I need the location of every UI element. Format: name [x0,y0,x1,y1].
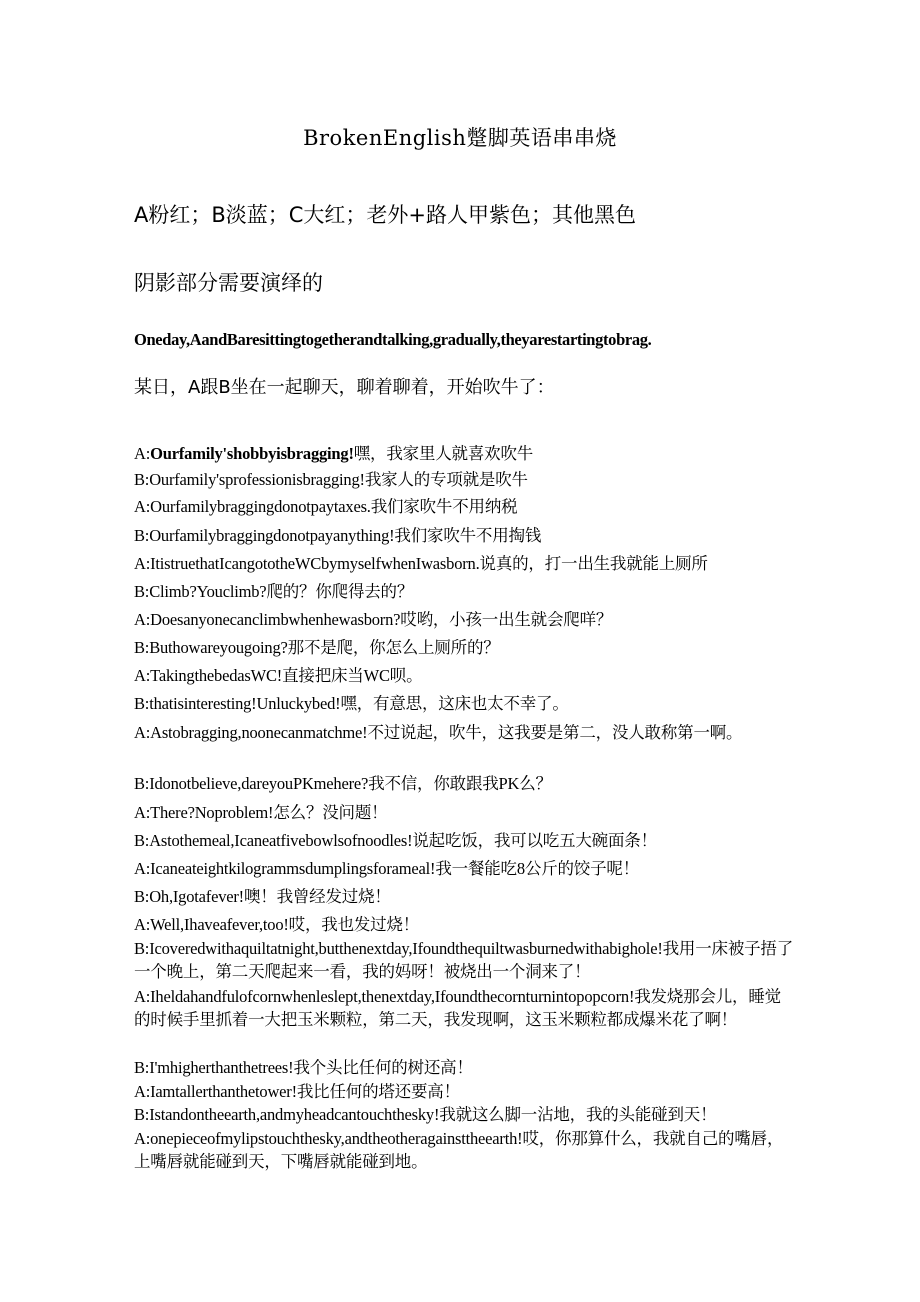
dialogue-line: A:ItistruethatIcangototheWCbymyselfwhenIwasborn.说真的，打一出生我就能上厕所 [134,554,708,573]
dialogue-line: B:I'mhigherthanthetrees!我个头比任何的树还高！ [134,1058,473,1077]
document-title: BrokenEnglish蹩脚英语串串烧 [303,126,617,150]
dialogue-line: A:Doesanyonecanclimbwhenhewasborn?哎哟，小孩一出生就会爬咩？ [134,610,613,629]
dialogue-line: A:Astobragging,noonecanmatchme!不过说起，吹牛，这我要是第二，没人敢称第一啊。 [134,723,743,742]
dialogue-line: B:Icoveredwithaquiltatnight,butthenextday,Ifoundthequiltwasburnedwithabighole!我用一床被子捂了一个晚上，第二天爬起来一看，我的妈呀！被烧出一个洞来了！ [134,939,794,981]
dialogue-line: B:Oh,Igotafever!噢！我曾经发过烧！ [134,887,391,906]
dialogue-line: B:Climb?Youclimb?爬的？你爬得去的？ [134,582,414,601]
role-color-legend: A粉红；B淡蓝；C大红；老外+路人甲紫色；其他黑色 [134,203,637,227]
dialogue-line: B:Ourfamily'sprofessionisbragging!我家人的专项就是吹牛 [134,470,528,489]
dialogue-line: A:TakingthebedasWC!直接把床当WC呗。 [134,666,423,685]
dialogue-line: A:Iamtallerthanthetower!我比任何的塔还要高！ [134,1082,460,1101]
dialogue-line: B:Ourfamilybraggingdonotpayanything!我们家吹牛不用掏钱 [134,526,542,545]
dialogue-line: A:Ourfamily'shobbyisbragging!嘿，我家里人就喜欢吹牛 [134,444,534,463]
dialogue-line: A:onepieceofmylipstouchthesky,andtheotheragainsttheearth!哎，你那算什么，我就自己的嘴唇，上嘴唇就能碰到天，下嘴唇就能碰到地。 [134,1129,784,1171]
dialogue-line: A:Ourfamilybraggingdonotpaytaxes.我们家吹牛不用纳税 [134,497,518,516]
dialogue-line: A:There?Noproblem!怎么？没问题！ [134,803,388,822]
dialogue-line: B:Buthowareyougoing?那不是爬，你怎么上厕所的？ [134,638,500,657]
dialogue-line: A:Iheldahandfulofcornwhenleslept,thenextday,Ifoundthecornturnintopopcorn!我发烧那会儿，睡觉的时候手里抓着一大把玉米颗粒，第二天，我发现啊，这玉米颗粒都成爆米花了啊！ [134,987,781,1029]
dialogue-line: B:Astothemeal,Icaneatfivebowlsofnoodles!说起吃饭，我可以吃五大碗面条！ [134,831,657,850]
dialogue-line: B:Istandontheearth,andmyheadcantouchthesky!我就这么脚一沾地，我的头能碰到天！ [134,1105,717,1124]
intro-chinese: 某日，A跟B坐在一起聊天，聊着聊着，开始吹牛了： [134,377,555,398]
dialogue-line: B:Idonotbelieve,dareyouPKmehere?我不信，你敢跟我PK么？ [134,774,552,793]
intro-english: Oneday,AandBaresittingtogetherandtalking,gradually,theyarestartingtobrag. [134,330,652,349]
shadow-note: 阴影部分需要演绎的 [134,271,323,295]
dialogue-line: A:Icaneateightkilogrammsdumplingsforameal!我一餐能吃8公斤的饺子呢！ [134,859,639,878]
dialogue-line: B:thatisinteresting!Unluckybed!嘿，有意思，这床也太不幸了。 [134,694,569,713]
dialogue-line: A:Well,Ihaveafever,too!哎，我也发过烧！ [134,915,420,934]
